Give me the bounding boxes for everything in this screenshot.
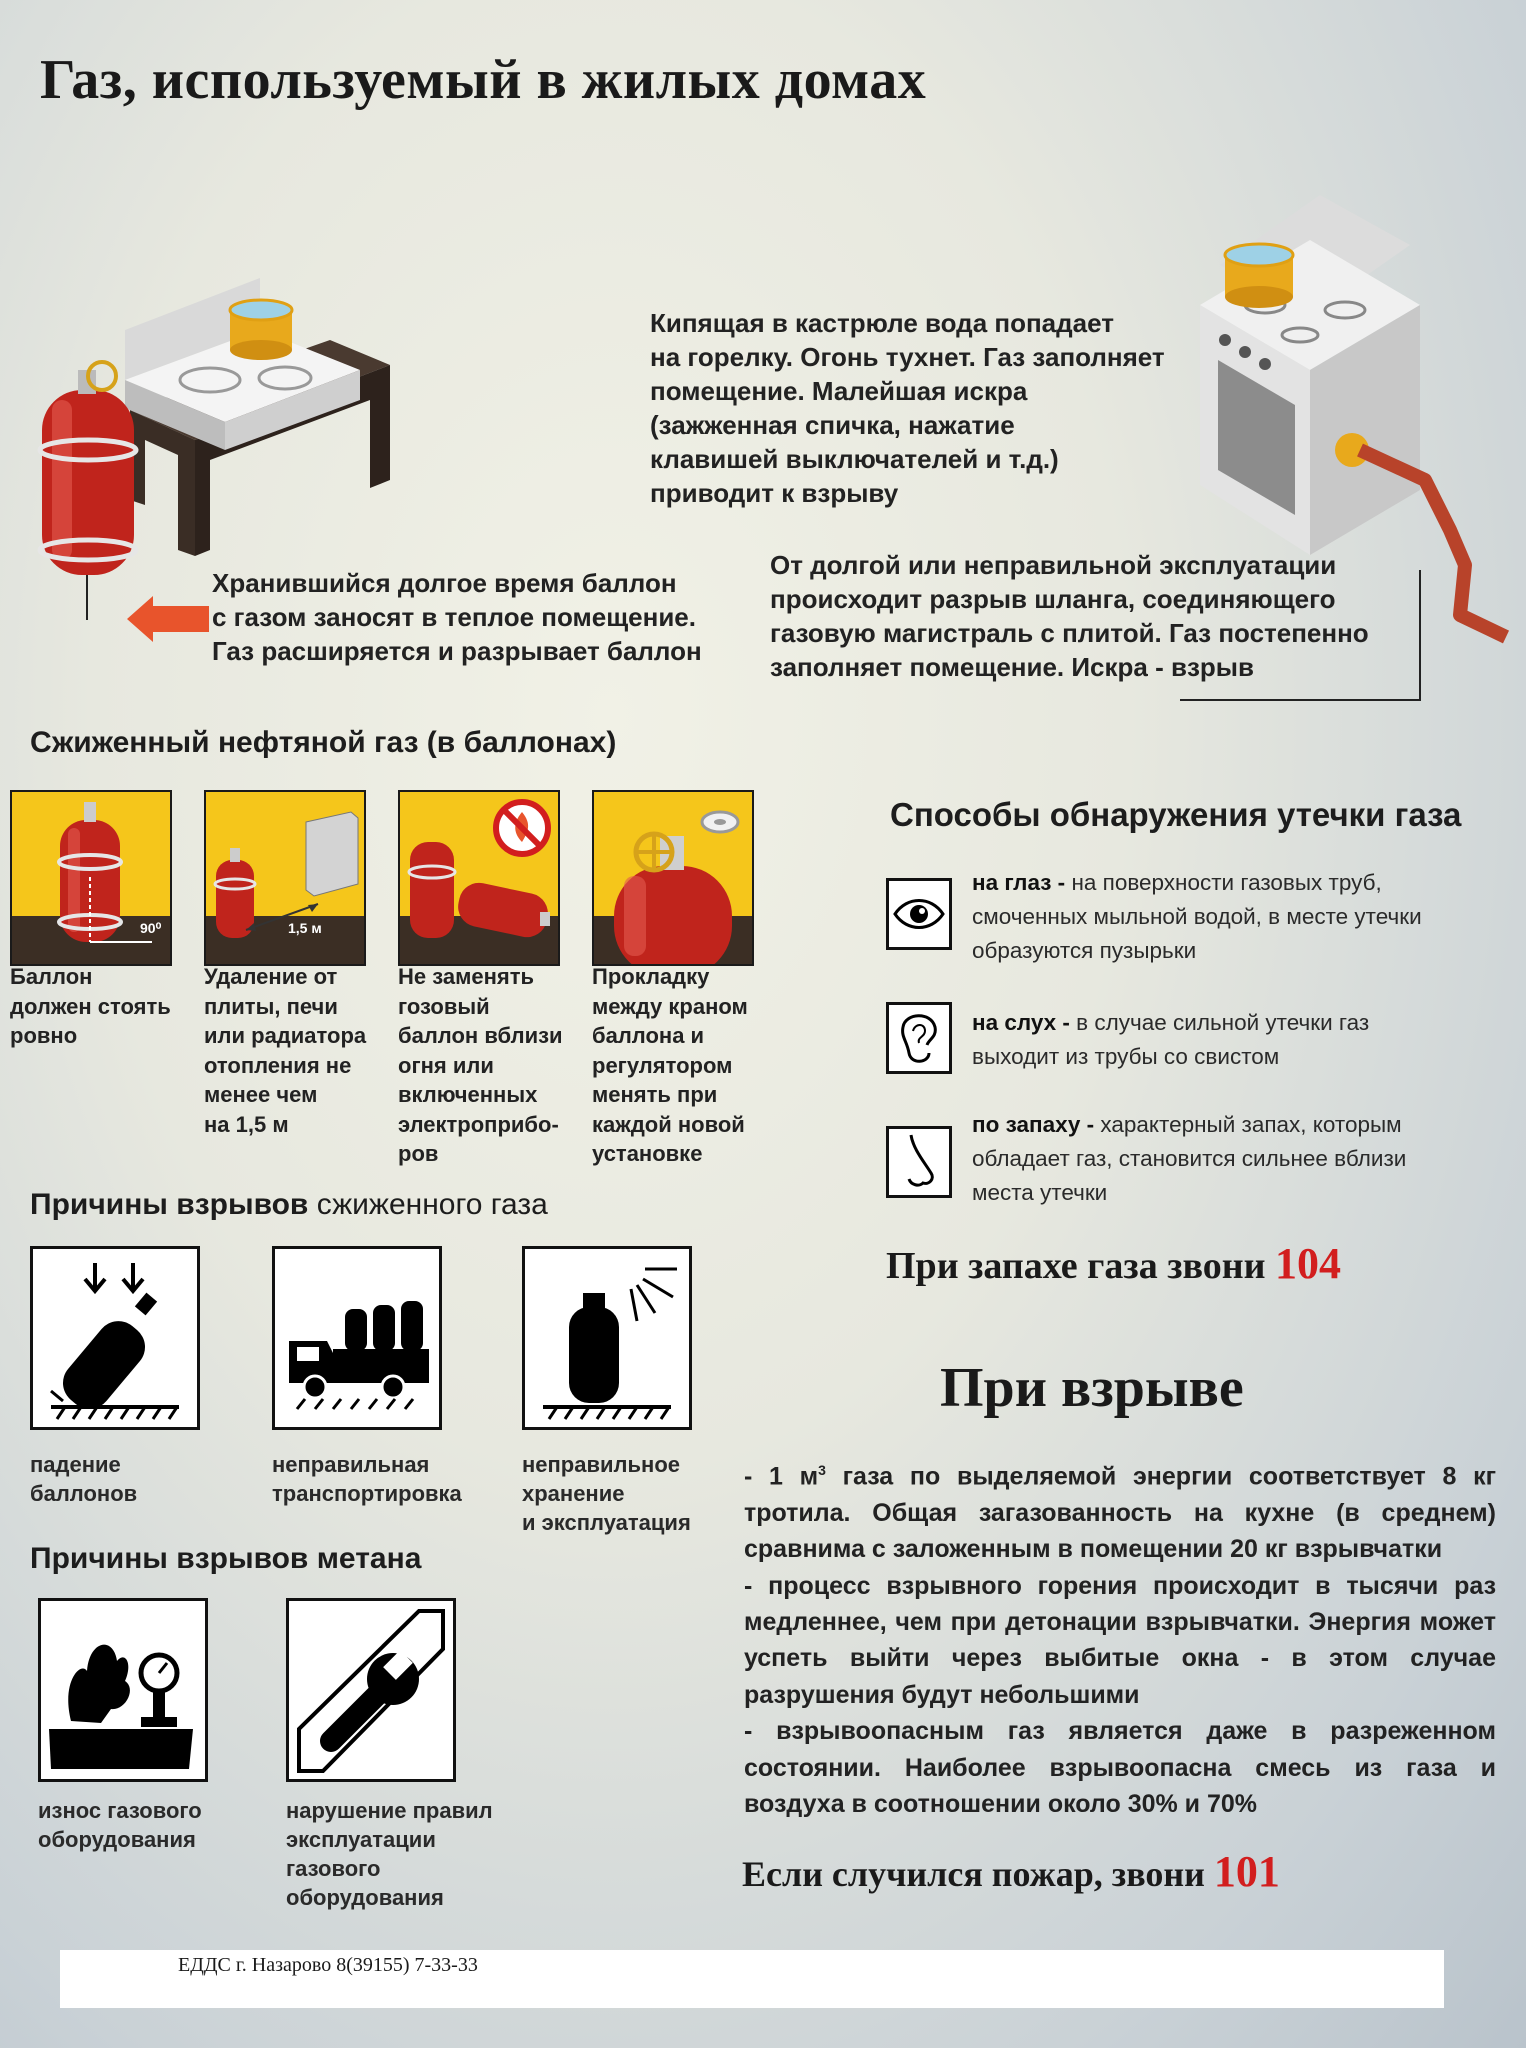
lpg-caption-3: Не заменять гозовый баллон вблизи огня или включенных электроприбо- ров (398, 964, 563, 1166)
worn-equipment-icon (38, 1598, 208, 1782)
story-hose: От долгой или неправильной эксплуатации происходит разрыв шланга, соединяющего газовую магистраль с плитой. Газ постепенно заполняет помещение. Искра - взрыв (770, 550, 1369, 682)
distance-label: 1,5 м (288, 920, 322, 936)
cylinder-stove-illustration (30, 250, 410, 620)
cause-caption-transport: неправильная транспортировка (272, 1452, 462, 1506)
cause-caption-storage: неправильное хранение и эксплуатация (522, 1452, 691, 1535)
eye-icon (886, 878, 952, 950)
story-boiling: Кипящая в кастрюле вода попадает на горелку. Огонь тухнет. Газ заполняет помещение. Малейшая искра (зажженная спичка, нажатие клавишей выключателей и т.д.) приводит к взрыву (650, 308, 1165, 508)
lpg-tile-distance (204, 790, 366, 966)
methane-causes-heading: Причины взрывов метана (30, 1542, 422, 1575)
story-cylinder-heat: Хранившийся долгое время баллон с газом заносят в теплое помещение. Газ расширяется и разрывает баллон (212, 568, 702, 666)
methane-caption-rules: нарушение правил эксплуатации газового оборудования (286, 1798, 493, 1910)
method-ear: на слух - в случае сильной утечки газ выходит из трубы со свистом (972, 1010, 1370, 1069)
method-nose: по запаху - характерный запах, которым обладает газ, становится сильнее вблизи места утечки (972, 1112, 1407, 1205)
lpg-tile-upright (10, 790, 172, 966)
lpg-tile-no-fire (398, 790, 560, 966)
angle-label: 90⁰ (140, 920, 162, 936)
cause-caption-falling: падение баллонов (30, 1452, 138, 1506)
page-title: Газ, используемый в жилых домах (40, 49, 927, 111)
lpg-caption-2: Удаление от плиты, печи или радиатора отопления не менее чем на 1,5 м (204, 964, 367, 1137)
nose-icon (886, 1126, 952, 1198)
arrow-icon (127, 596, 209, 642)
footer-bar (60, 1950, 1444, 2008)
truck-cylinders-icon (272, 1246, 442, 1430)
cylinder-sun-icon (522, 1246, 692, 1430)
lpg-caption-1: Баллон должен стоять ровно (10, 964, 171, 1048)
footer-contact: ЕДДС г. Назарово 8(39155) 7-33-33 (178, 1954, 478, 1976)
gas-call-line: При запахе газа звони 104 (886, 1239, 1342, 1288)
falling-cylinder-icon (30, 1246, 200, 1430)
wrench-prohibited-icon (286, 1598, 456, 1782)
lpg-causes-heading: Причины взрывов сжиженного газа (30, 1188, 548, 1221)
lpg-caption-4: Прокладку между краном баллона и регулятором менять при каждой новой установке (592, 964, 748, 1166)
fire-call-line: Если случился пожар, звони 101 (742, 1847, 1280, 1896)
methane-caption-worn: износ газового оборудования (38, 1798, 202, 1852)
explosion-text: - 1 $м^3$ газа по выделяемой энергии соответствует 8 кг тротила. Общая загазованность на кухне (в среднем) сравнима с заложенным в помещении 20 кг взрывчатки - процесс взрывного горения происходит в тысячи раз медленнее, чем при детонации взрывчатки. Энергия может успеть выйти через выбитые окна - в этом случае разрушения будут небольшими - взрывоопасным газ является даже в разреженном состоянии. Наиболее взрывоопасна смесь из газа и воздуха в соотношении около 30% и 70% (744, 1462, 1496, 1818)
lpg-tile-gasket (592, 790, 754, 966)
ear-icon (886, 1002, 952, 1074)
explosion-heading: При взрыве (940, 1357, 1244, 1419)
gas-emergency-number: 104 (1275, 1239, 1342, 1288)
detection-heading: Способы обнаружения утечки газа (890, 796, 1462, 833)
method-eye: на глаз - на поверхности газовых труб, смоченных мыльной водой, в месте утечки образуются пузырьки (972, 870, 1422, 963)
lpg-heading: Сжиженный нефтяной газ (в баллонах) (30, 726, 617, 759)
fire-emergency-number: 101 (1213, 1847, 1280, 1896)
